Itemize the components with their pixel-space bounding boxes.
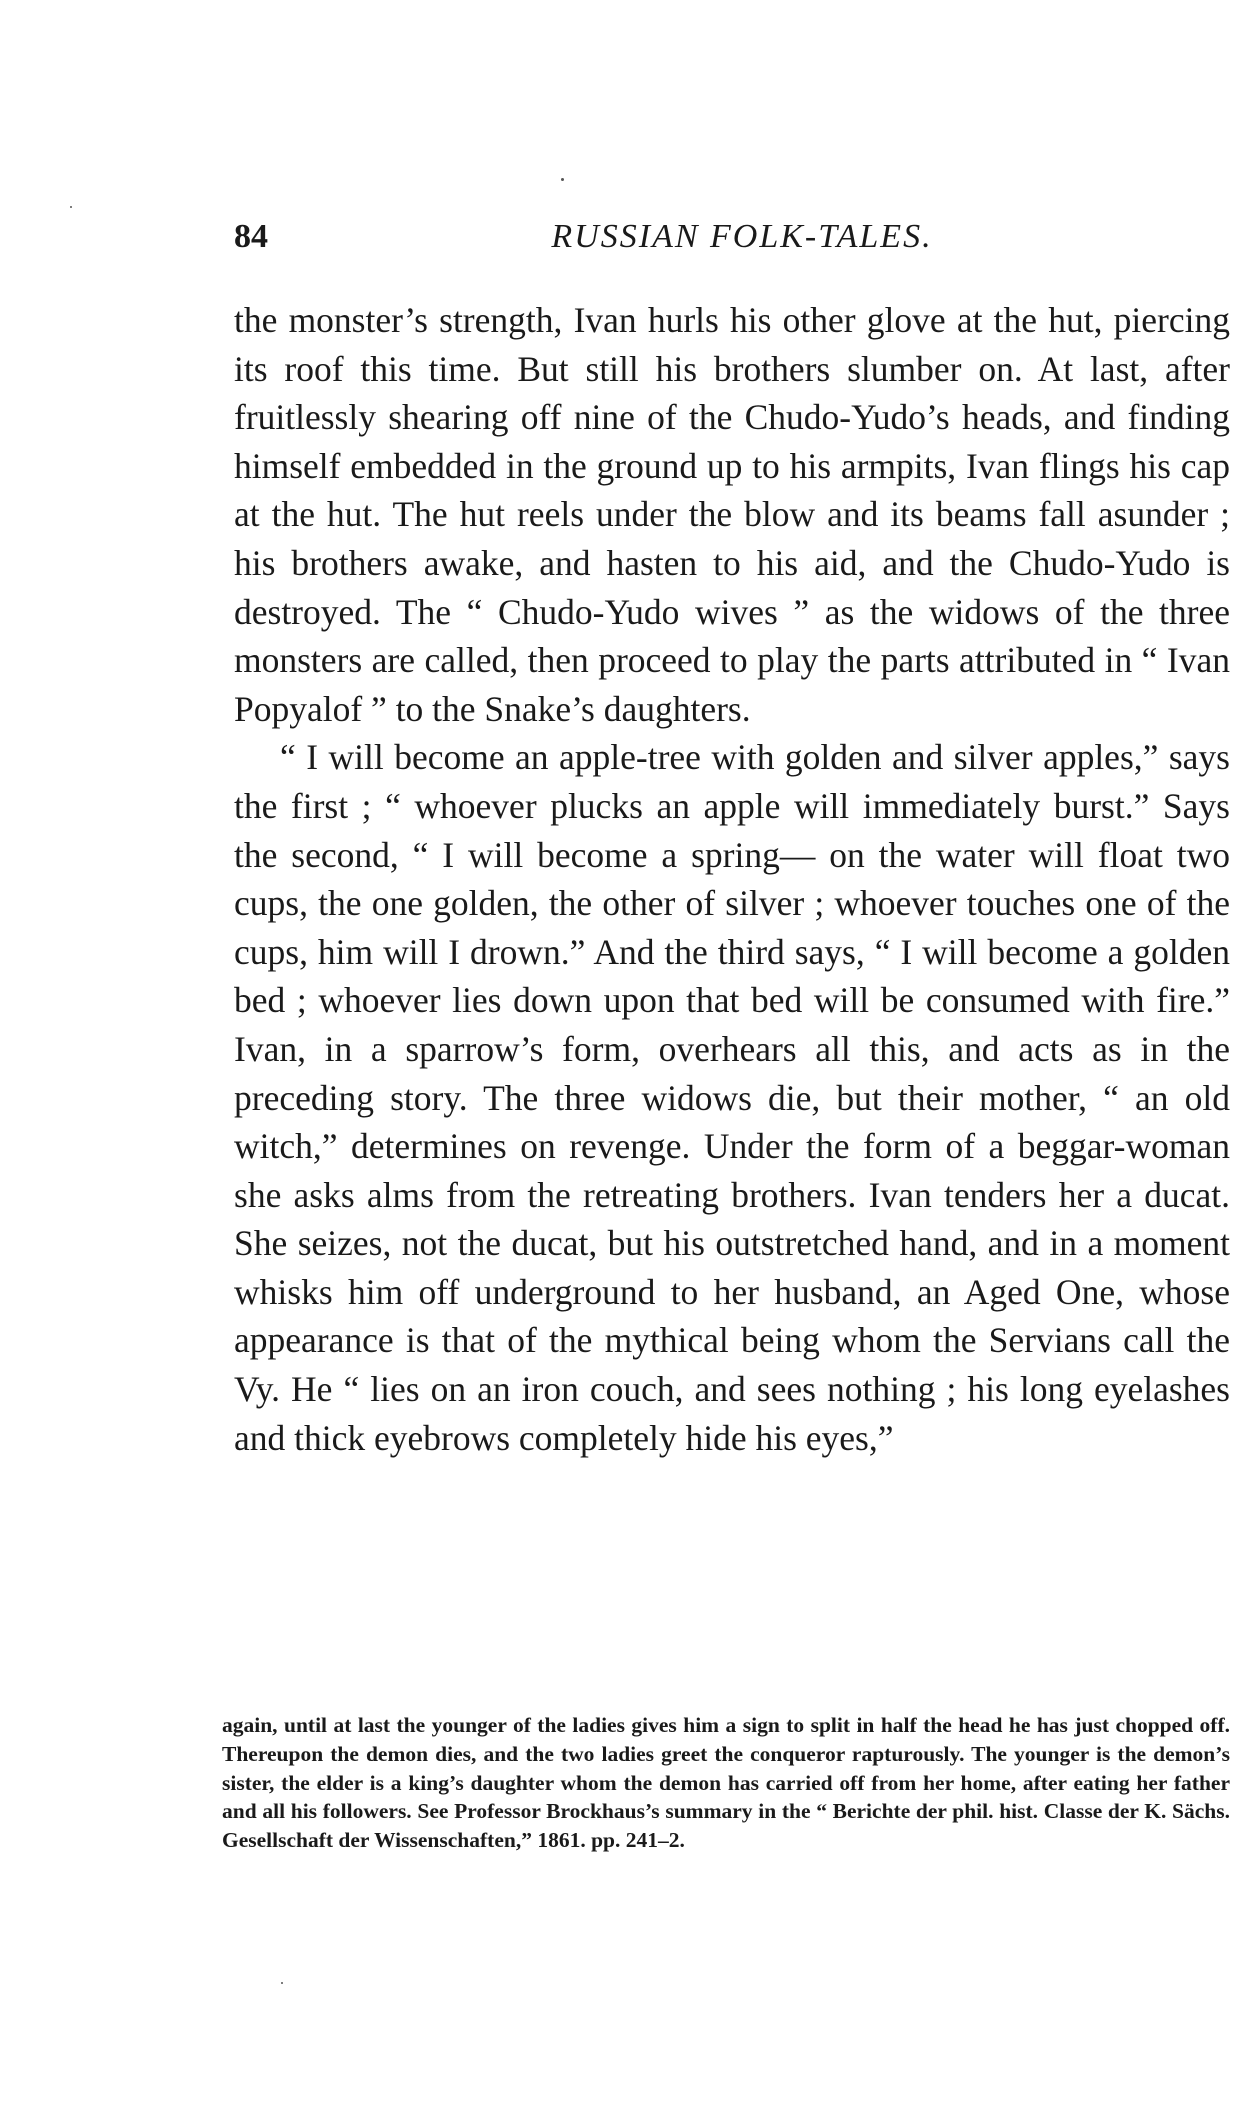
ink-speck	[281, 1982, 283, 1984]
body-paragraph: “ I will become an apple-tree with golden and silver apples,” says the first ; “ whoever plucks an apple will immediately burst.” Says the second, “ I will become a spring— on the water will float two cups, the one golden, the other of silver ; whoever touches one of the cups, him will I drown.” And the third says, “ I will become a golden bed ; whoever lies down upon that bed will be consumed with fire.” Ivan, in a sparrow’s form, overhears all this, and acts as in the preceding story. The three widows die, but their mother, “ an old witch,” determines on revenge. Under the form of a beggar-woman she asks alms from the retreating brothers. Ivan tenders her a ducat. She seizes, not the ducat, but his outstretched hand, and in a moment whisks him off underground to her husband, an Aged One, whose appearance is that of the mythical being whom the Servians call the Vy. He “ lies on an iron couch, and sees nothing ; his long eyelashes and thick eyebrows completely hide his eyes,”	[234, 737, 1230, 1458]
body-paragraph: the monster’s strength, Ivan hurls his other glove at the hut, piercing its roof this time. But still his brothers slumber on. At last, after fruitlessly shearing off nine of the Chudo-Yudo’s heads, and finding himself embedded in the ground up to his armpits, Ivan flings his cap at the hut. The hut reels under the blow and its beams fall asunder ; his brothers awake, and hasten to his aid, and the Chudo-Yudo is destroyed. The “ Chudo-Yudo wives ” as the widows of the three monsters are called, then proceed to play the parts attributed in “ Ivan Popyalof ” to the Snake’s daughters.	[234, 300, 1230, 729]
page-number: 84	[234, 218, 268, 255]
ink-speck	[70, 206, 72, 208]
body-text	[234, 296, 1230, 1462]
running-title: RUSSIAN FOLK-TALES.	[551, 218, 933, 255]
ink-speck	[561, 178, 564, 181]
footnote: again, until at last the younger of the ladies gives him a sign to split in half the head he has just chopped off. Thereupon the demon dies, and the two ladies greet the conqueror rapturously. The younger is the demon’s sister, the elder is a king’s daughter whom the demon has carried off from her home, after eating her father and all his followers. See Professor Brockhaus’s summary in the “ Berichte der phil. hist. Classe der K. Sächs. Gesellschaft der Wissenschaften,” 1861. pp. 241–2.	[222, 1713, 1230, 1853]
page-header	[234, 218, 1230, 268]
